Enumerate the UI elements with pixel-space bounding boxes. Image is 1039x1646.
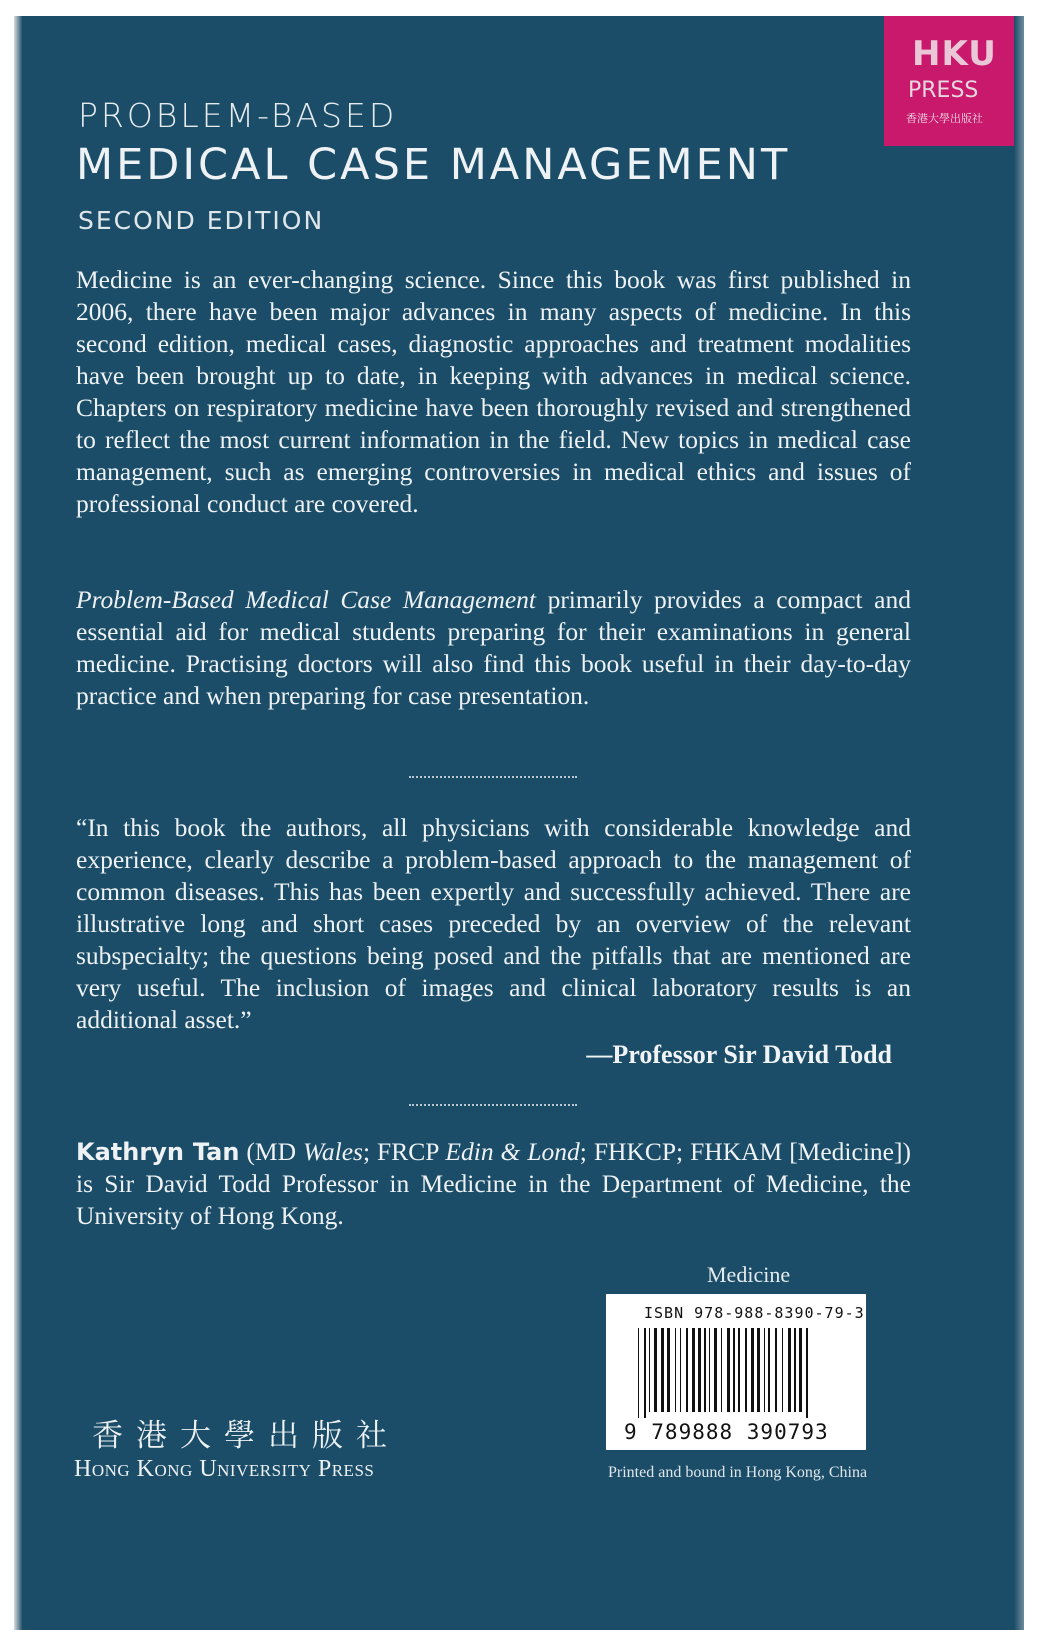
author-bio-italic: Edin & Lond [445,1137,580,1166]
logo-chinese-text: 香港大學出版社 [906,112,983,125]
press-name-english: Hong Kong University Press [74,1456,375,1482]
logo-hku-text: HKU [912,34,997,74]
isbn-barcode [606,1294,866,1450]
dotted-divider [409,776,577,778]
printed-note: Printed and bound in Hong Kong, China [608,1464,868,1481]
author-name: Kathryn Tan [76,1138,240,1166]
title-kicker: PROBLEM-BASED [78,96,398,135]
author-bio-italic: Wales [302,1137,363,1166]
barcode-bars [636,1328,842,1418]
author-bio-text: (MD [239,1137,303,1166]
paragraph-2-text: primarily provides a compact and essential aid for medical students preparing for their examinations in general medicine. Practising doctors will also find this book useful in their day-to-day practice and when preparing for case presentation. [76,585,911,710]
edition-label: SECOND EDITION [78,206,325,235]
endorsement-quote: “In this book the authors, all physicians with considerable knowledge and experience, clearly describe a problem-based approach to the management of common diseases. This has been expertly and successfully achieved. There are illustrative long and short cases preceded by an overview of the relevant subspecialty; the questions being posed and the pitfalls that are mentioned are very useful. The inclusion of images and clinical laboratory results is an additional asset.” [76,813,911,1034]
description-paragraph-2 [76,584,911,712]
cover-right-edge [1014,16,1024,1630]
dotted-divider [409,1104,577,1106]
description-paragraph-1: Medicine is an ever-changing science. Since this book was first published in 2006, there have been major advances in many aspects of medicine. In this second edition, medical cases, diagnostic approaches and treatment modalities have been brought up to date, in keeping with advances in medical science. Chapters on respiratory medicine have been thoroughly revised and strengthened to reflect the most current information in the field. New topics in medical case management, such as emerging controversies in medical ethics and issues of professional conduct are covered. [76,265,911,518]
subject-category: Medicine [707,1262,791,1287]
logo-press-text: PRESS [908,78,979,103]
barcode-digits: 9 789888 390793 [624,1420,829,1444]
isbn-number: ISBN 978-988-8390-79-3 [644,1304,865,1322]
press-name-chinese: 香港大學出版社 [92,1418,400,1454]
hku-press-logo [884,16,1014,146]
cover-left-edge [14,16,22,1630]
author-bio [76,1136,911,1232]
quote-attribution: —Professor Sir David Todd [586,1040,892,1069]
author-bio-text: ; FRCP [362,1137,446,1166]
author-bio-text: ; FHKCP; FHKAM [Medicine]) is Sir David Todd Professor in Medicine in the Department of Medicine, the University of Hong Kong. [76,1137,911,1230]
book-back-cover [14,16,1024,1630]
book-title: MEDICAL CASE MANAGEMENT [76,140,791,190]
italic-book-title: Problem-Based Medical Case Management [76,585,537,614]
